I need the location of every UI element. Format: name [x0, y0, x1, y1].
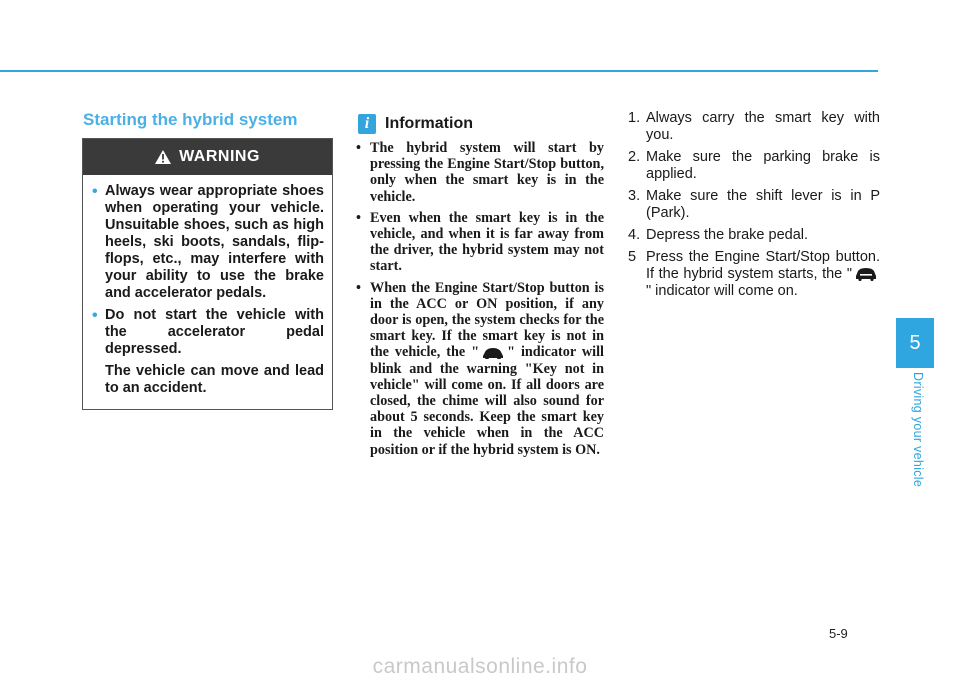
warning-item: • Do not start the vehicle with the accelerator pedal depressed. [92, 307, 324, 357]
start-steps [628, 110, 880, 305]
warning-triangle-icon [155, 150, 171, 164]
information-header [358, 114, 473, 134]
warning-box [82, 138, 333, 410]
section-title: Starting the hybrid system [83, 110, 298, 129]
chapter-tab: 5 [896, 318, 934, 368]
watermark: carmanualsonline.info [372, 655, 588, 678]
step-item: 1. Always carry the smart key with you. [628, 110, 880, 143]
key-not-in-vehicle-icon [481, 347, 505, 359]
information-item: • The hybrid system will start by pressing the Engine Start/Stop button, only when the smart key is in the vehicle. [356, 140, 604, 205]
ready-indicator-icon [854, 267, 878, 281]
information-list [356, 140, 604, 463]
information-item: • Even when the smart key is in the vehicle, and when it is far away from the driver, the hybrid system may not start. [356, 209, 604, 275]
bullet-icon: • [92, 183, 98, 200]
step-item: 3. Make sure the shift lever is in P (Park). [628, 188, 880, 221]
step-item: 5 Press the Engine Start/Stop button. If the hybrid system starts, the "" indicator will come on. [628, 249, 880, 299]
warning-note: The vehicle can move and lead to an accident. [105, 363, 324, 396]
warning-item: • Always wear appropriate shoes when operating your vehicle. Unsuitable shoes, such as high heels, ski boots, sandals, flip-flops, etc., may interfere with your ability to use the brake and accelerator pedals. [92, 183, 324, 301]
information-title: Information [385, 115, 473, 132]
step-item: 2. Make sure the parking brake is applied. [628, 149, 880, 182]
page-number: 5-9 [829, 626, 848, 641]
warning-body [83, 175, 332, 397]
warning-header [83, 139, 332, 175]
bullet-icon: • [92, 307, 98, 324]
chapter-label: Driving your vehicle [911, 372, 925, 488]
info-icon: i [358, 114, 376, 134]
header-rule [0, 70, 878, 72]
step-item: 4. Depress the brake pedal. [628, 227, 809, 243]
information-item: • When the Engine Start/Stop button is in the ACC or ON position, if any door is open, the system checks for the smart key. If the smart key is not in the vehicle, the " " indicator will blink and the warning "Key not in vehicle" will come on. If all doors are closed, the chime will also sound for about 5 seconds. Keep the smart key in the vehicle when in the ACC position or if the hybrid system is ON. [356, 279, 604, 458]
warning-title: WARNING [179, 148, 260, 165]
